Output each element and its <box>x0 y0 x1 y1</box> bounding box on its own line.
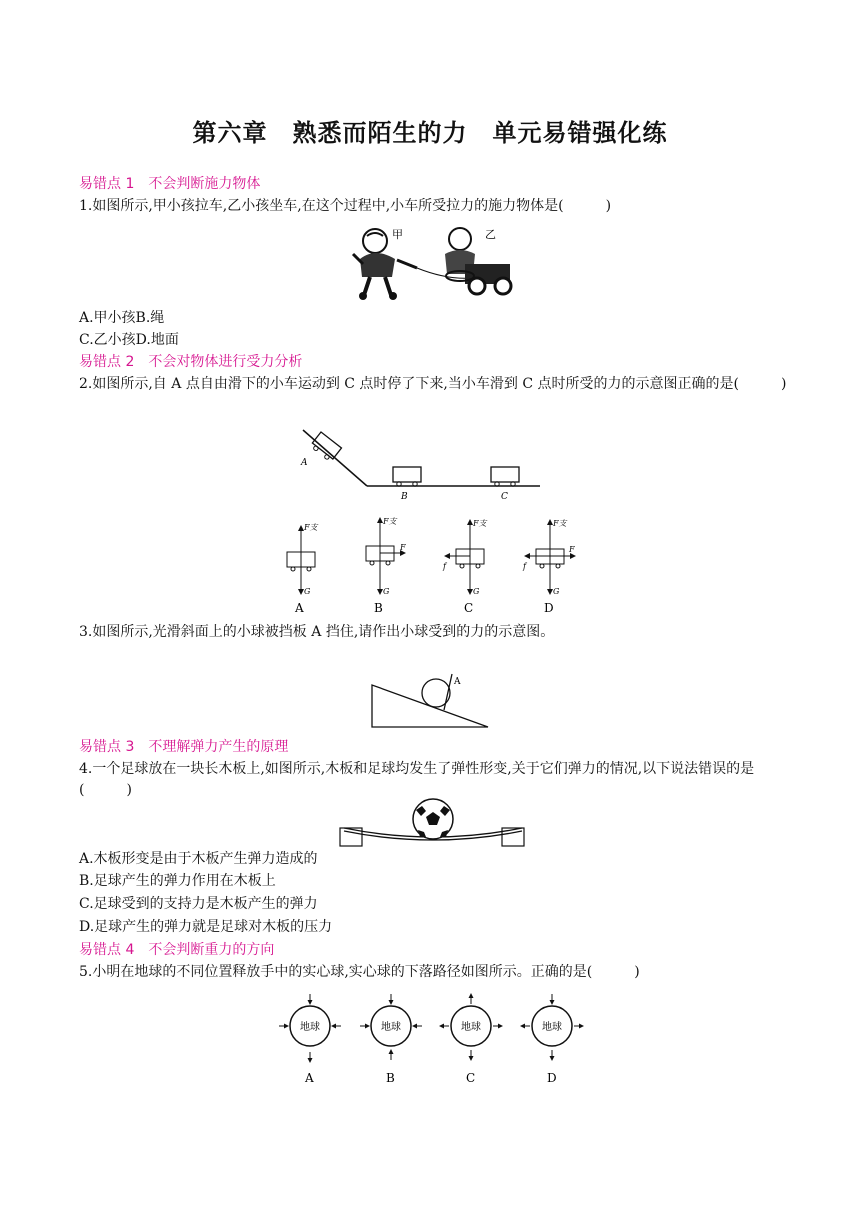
section-heading-2: 易错点 2 不会对物体进行受力分析 <box>79 354 303 370</box>
q2-choice-a-diagram <box>287 523 319 615</box>
q5-globe-d <box>521 994 583 1085</box>
question-4-option-d: D.足球产生的弹力就是足球对木板的压力 <box>79 919 333 935</box>
q5-figure-globes <box>275 992 585 1087</box>
q2-c-gravity-label: G <box>473 587 480 596</box>
q2-choice-d-label: D <box>544 601 554 615</box>
q5-globe-c-label: 地球 <box>461 1022 481 1033</box>
q2-choice-d-diagram <box>522 519 575 615</box>
q2-d-support-label: F支 <box>553 519 567 528</box>
q2-label-b: B <box>401 492 408 502</box>
q2-force-diagrams <box>270 514 590 616</box>
question-4-option-b: B.足球产生的弹力作用在木板上 <box>79 873 276 889</box>
question-4-option-a: A.木板形变是由于木板产生弹力造成的 <box>79 851 318 867</box>
q4-figure-football-board <box>338 798 528 850</box>
q2-choice-c-diagram <box>442 519 488 615</box>
q5-choice-c-label: C <box>466 1071 476 1085</box>
q2-label-a: A <box>301 458 308 468</box>
q5-globe-d-label: 地球 <box>542 1022 562 1033</box>
section-heading-3: 易错点 3 不理解弹力产生的原理 <box>79 739 289 755</box>
q5-globe-b <box>360 994 422 1085</box>
q5-choice-d-label: D <box>547 1071 557 1085</box>
q5-globe-a <box>279 994 341 1085</box>
q2-c-friction-label: f <box>443 562 446 571</box>
q1-figure-kids-cart <box>345 224 520 304</box>
q2-b-pull-label: F <box>400 543 406 552</box>
q5-globe-c <box>440 994 502 1085</box>
q5-globe-a-label: 地球 <box>300 1022 320 1033</box>
q2-d-friction-label: f <box>523 562 526 571</box>
question-1-option-row-1: A.甲小孩B.绳 <box>79 310 165 326</box>
q2-choice-a-label: A <box>295 601 304 615</box>
page-title: 第六章 熟悉而陌生的力 单元易错强化练 <box>192 119 668 147</box>
q2-choice-b-diagram <box>366 517 406 615</box>
q5-choice-b-label: B <box>386 1071 395 1085</box>
q2-figure-slope-track <box>295 420 545 505</box>
q2-label-c: C <box>501 492 508 502</box>
q2-b-gravity-label: G <box>383 587 390 596</box>
q2-d-pull-label: F <box>569 545 575 554</box>
section-heading-1: 易错点 1 不会判断施力物体 <box>79 176 261 192</box>
question-4-option-c: C.足球受到的支持力是木板产生的弹力 <box>79 896 318 912</box>
question-5-stem: 5.小明在地球的不同位置释放手中的实心球,实心球的下落路径如图所示。正确的是( ) <box>79 964 640 980</box>
question-2-stem: 2.如图所示,自 A 点自由滑下的小车运动到 C 点时停了下来,当小车滑到 C 点时所受的力的示意图正确的是( ) <box>79 376 787 392</box>
q1-label-jia: 甲 <box>392 228 403 241</box>
q2-c-support-label: F支 <box>473 519 487 528</box>
q2-b-support-label: F支 <box>383 517 397 526</box>
q3-figure-incline-ball <box>368 670 493 730</box>
question-4-stem: 4.一个足球放在一块长木板上,如图所示,木板和足球均发生了弹性形变,关于它们弹力的情况,以下说法错误的是( ) <box>79 761 755 798</box>
q2-a-support-label: F支 <box>304 523 318 532</box>
question-3-stem: 3.如图所示,光滑斜面上的小球被挡板 A 挡住,请作出小球受到的力的示意图。 <box>79 624 555 640</box>
q2-choice-c-label: C <box>464 601 474 615</box>
q5-globe-b-label: 地球 <box>381 1022 401 1033</box>
q2-a-gravity-label: G <box>304 587 311 596</box>
question-1-stem: 1.如图所示,甲小孩拉车,乙小孩坐车,在这个过程中,小车所受拉力的施力物体是( ) <box>79 198 612 214</box>
q2-d-gravity-label: G <box>553 587 560 596</box>
q3-label-a: A <box>454 677 461 687</box>
q5-choice-a-label: A <box>305 1071 314 1085</box>
question-1-option-row-2: C.乙小孩D.地面 <box>79 332 179 348</box>
q1-label-yi: 乙 <box>485 228 496 241</box>
section-heading-4: 易错点 4 不会判断重力的方向 <box>79 942 275 958</box>
q2-choice-b-label: B <box>374 601 383 615</box>
